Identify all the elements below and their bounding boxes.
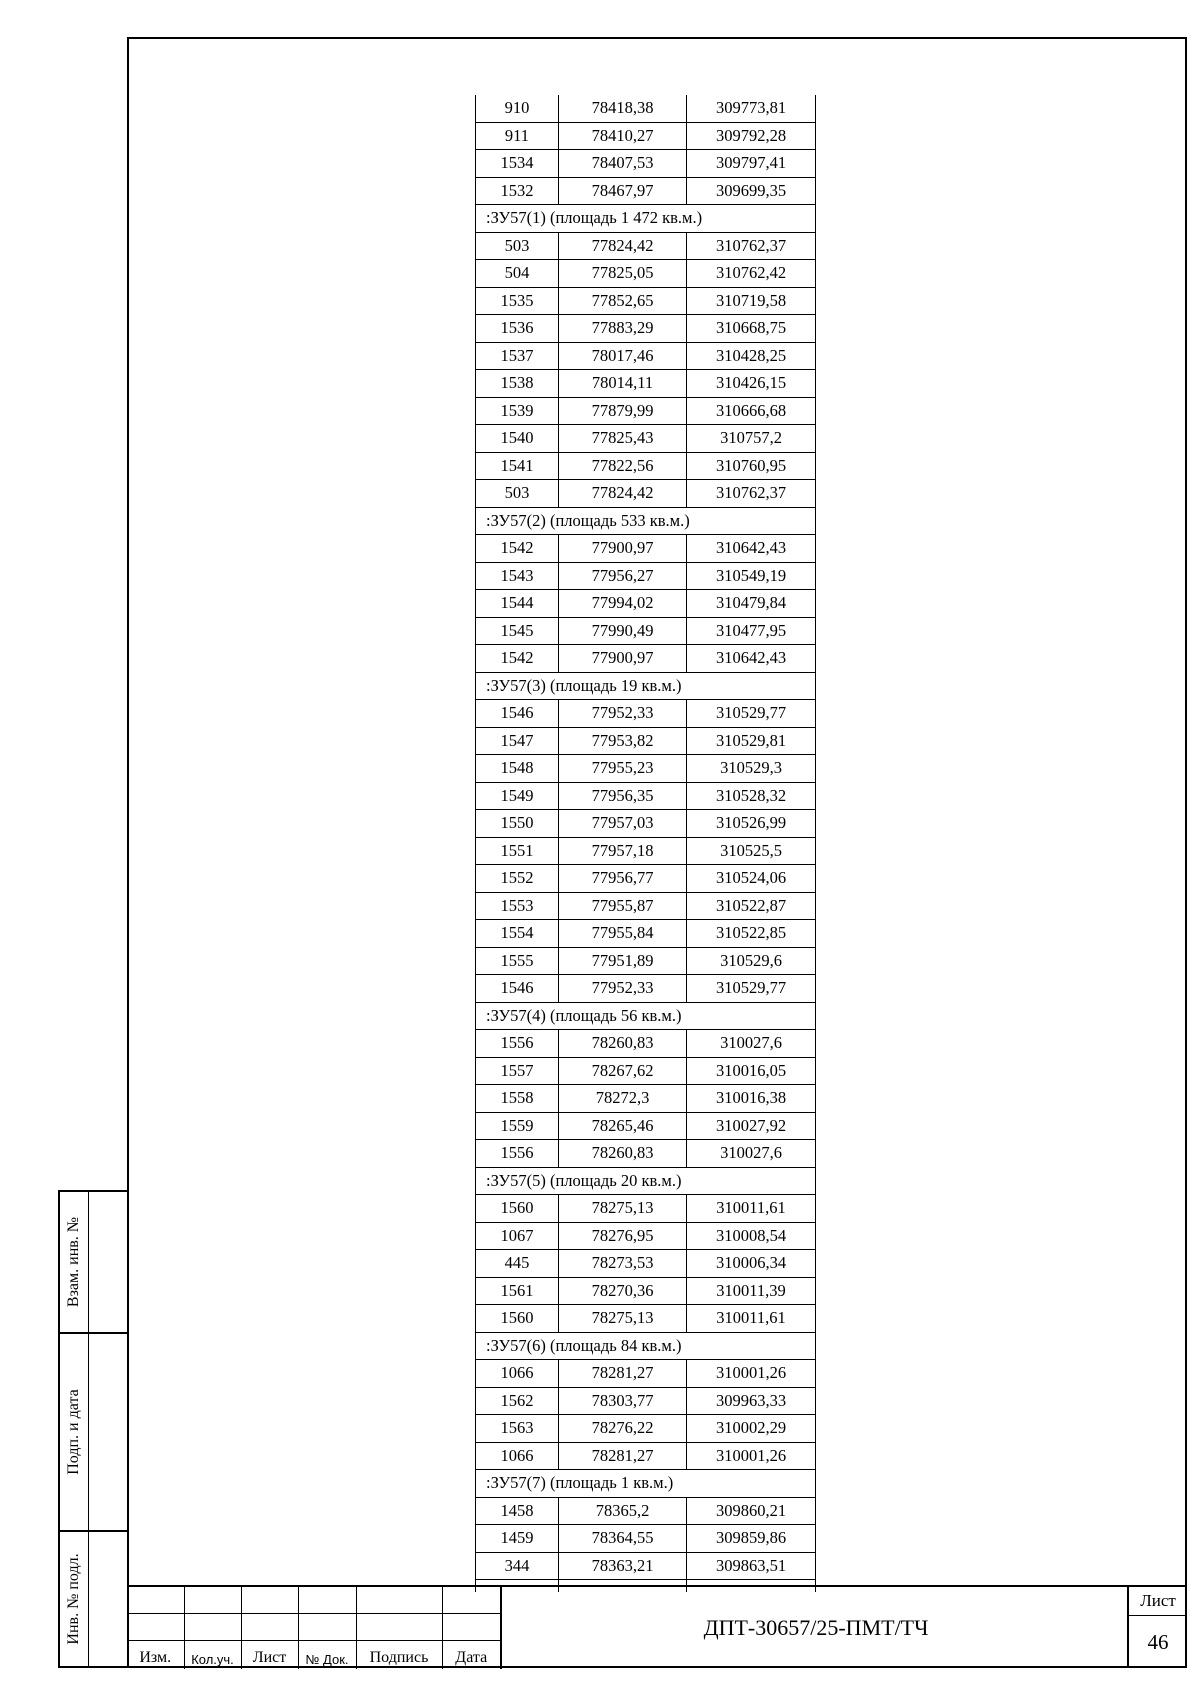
table-row [476,535,816,563]
point-number: 1559 [476,1112,559,1140]
table-row [476,1112,816,1140]
table-row [476,617,816,645]
coord-x: 77953,82 [559,727,687,755]
point-number: 1544 [476,590,559,618]
coord-x: 78418,38 [559,95,687,122]
point-number: 1555 [476,947,559,975]
table-row [476,425,816,453]
point-number: 910 [476,95,559,122]
coordinates-table [475,95,816,1592]
point-number: 1553 [476,892,559,920]
section-row [476,1470,816,1498]
point-number: 1538 [476,370,559,398]
table-row [476,975,816,1003]
table-row [476,1497,816,1525]
coord-x: 77900,97 [559,535,687,563]
coord-y: 310006,34 [687,1250,816,1278]
point-number: 1551 [476,837,559,865]
table-row [476,1030,816,1058]
point-number: 911 [476,122,559,150]
table-row [476,727,816,755]
coord-x: 77952,33 [559,700,687,728]
coord-x: 78363,21 [559,1552,687,1580]
table-row [476,892,816,920]
coord-x: 78014,11 [559,370,687,398]
table-row [476,947,816,975]
coord-y: 310524,06 [687,865,816,893]
coord-y: 309699,35 [687,177,816,205]
section-label: :ЗУ57(1) (площадь 1 472 кв.м.) [476,205,816,233]
coord-x: 77956,77 [559,865,687,893]
point-number: 1546 [476,700,559,728]
coord-y: 310529,3 [687,755,816,783]
coord-y: 310668,75 [687,315,816,343]
table-row [476,122,816,150]
stamp-inv-orig-label: Инв. № подл. [65,1553,82,1645]
point-number: 1545 [476,617,559,645]
point-number: 1537 [476,342,559,370]
coord-y: 310525,5 [687,837,816,865]
point-number: 344 [476,1552,559,1580]
stamp-sign-date-label: Подп. и дата [65,1389,82,1475]
coord-y: 310528,32 [687,782,816,810]
point-number: 445 [476,1250,559,1278]
table-row [476,1525,816,1553]
point-number: 1557 [476,1057,559,1085]
table-row [476,1442,816,1470]
section-row [476,672,816,700]
table-row [476,562,816,590]
coord-x: 78265,46 [559,1112,687,1140]
coord-x: 78365,2 [559,1497,687,1525]
sheet-box [1127,1587,1187,1668]
table-row [476,1305,816,1333]
table-row [476,1085,816,1113]
point-number: 1543 [476,562,559,590]
coord-y: 310428,25 [687,342,816,370]
coord-y: 310642,43 [687,645,816,673]
point-number: 1067 [476,1222,559,1250]
section-label: :ЗУ57(3) (площадь 19 кв.м.) [476,672,816,700]
point-number: 1458 [476,1497,559,1525]
coord-y: 310479,84 [687,590,816,618]
coord-y: 310001,26 [687,1360,816,1388]
coord-y: 310011,61 [687,1305,816,1333]
coord-y: 310762,37 [687,232,816,260]
coord-x: 77824,42 [559,480,687,508]
document-code: ДПТ-30657/25-ПМТ/ТЧ [703,1614,929,1640]
coord-x: 77879,99 [559,397,687,425]
point-number: 1541 [476,452,559,480]
table-row [476,397,816,425]
point-number: 1563 [476,1415,559,1443]
coord-y: 310529,77 [687,700,816,728]
coord-y: 309963,33 [687,1387,816,1415]
coord-x: 77990,49 [559,617,687,645]
table-row [476,837,816,865]
coord-y: 310426,15 [687,370,816,398]
table-row [476,590,816,618]
section-label: :ЗУ57(4) (площадь 56 кв.м.) [476,1002,816,1030]
coord-x: 77900,97 [559,645,687,673]
coord-y: 310762,42 [687,260,816,288]
section-label: :ЗУ57(5) (площадь 20 кв.м.) [476,1167,816,1195]
table-row [476,480,816,508]
table-row [476,1250,816,1278]
point-number: 1560 [476,1305,559,1333]
section-row [476,1002,816,1030]
coord-x: 78273,53 [559,1250,687,1278]
col-izm: Изм. [127,1641,184,1670]
point-number: 1561 [476,1277,559,1305]
coord-y: 310529,77 [687,975,816,1003]
coord-x: 77825,43 [559,425,687,453]
coord-y: 310526,99 [687,810,816,838]
point-number: 1534 [476,150,559,178]
point-number: 1066 [476,1442,559,1470]
table-row [476,1360,816,1388]
coord-y: 310762,37 [687,480,816,508]
coord-x: 77994,02 [559,590,687,618]
coord-y: 310757,2 [687,425,816,453]
coord-x: 78303,77 [559,1387,687,1415]
stamp-replace-inv-label: Взам. инв. № [65,1216,82,1308]
coord-x: 78272,3 [559,1085,687,1113]
coord-y: 310011,39 [687,1277,816,1305]
point-number: 1554 [476,920,559,948]
table-row [476,287,816,315]
coord-y: 309860,21 [687,1497,816,1525]
point-number: 503 [476,232,559,260]
table-row [476,865,816,893]
table-row [476,1222,816,1250]
point-number: 1547 [476,727,559,755]
coord-x: 77824,42 [559,232,687,260]
section-row [476,1332,816,1360]
section-row [476,205,816,233]
point-number: 1562 [476,1387,559,1415]
title-block [127,1585,1187,1668]
coord-y: 310008,54 [687,1222,816,1250]
coord-y: 310719,58 [687,287,816,315]
coord-x: 78017,46 [559,342,687,370]
table-row [476,1057,816,1085]
point-number: 1535 [476,287,559,315]
point-number: 1556 [476,1030,559,1058]
sheet-number: 46 [1147,1629,1169,1654]
coord-x: 77951,89 [559,947,687,975]
coord-x: 78275,13 [559,1195,687,1223]
table-row [476,1277,816,1305]
coord-x: 78281,27 [559,1442,687,1470]
table-row [476,342,816,370]
point-number: 1066 [476,1360,559,1388]
point-number: 1550 [476,810,559,838]
coord-x: 77852,65 [559,287,687,315]
table-row [476,177,816,205]
table-row [476,1195,816,1223]
coord-x: 78364,55 [559,1525,687,1553]
table-row [476,1415,816,1443]
coord-y: 310529,81 [687,727,816,755]
coord-y: 310760,95 [687,452,816,480]
coord-y: 309773,81 [687,95,816,122]
point-number: 1549 [476,782,559,810]
coord-x: 78276,95 [559,1222,687,1250]
point-number: 1556 [476,1140,559,1168]
coord-x: 77883,29 [559,315,687,343]
point-number: 1539 [476,397,559,425]
coord-x: 78407,53 [559,150,687,178]
table-row [476,1552,816,1580]
coord-x: 77955,87 [559,892,687,920]
coord-y: 310016,38 [687,1085,816,1113]
coord-x: 78260,83 [559,1030,687,1058]
coord-x: 77952,33 [559,975,687,1003]
section-label: :ЗУ57(2) (площадь 533 кв.м.) [476,507,816,535]
coord-x: 78267,62 [559,1057,687,1085]
coord-y: 309797,41 [687,150,816,178]
point-number: 1540 [476,425,559,453]
coord-y: 310001,26 [687,1442,816,1470]
table-row [476,1387,816,1415]
coord-y: 310549,19 [687,562,816,590]
section-row [476,1167,816,1195]
table-row [476,232,816,260]
coord-x: 78410,27 [559,122,687,150]
coord-x: 77957,18 [559,837,687,865]
coord-x: 77825,05 [559,260,687,288]
coord-y: 309859,86 [687,1525,816,1553]
point-number: 1542 [476,535,559,563]
coord-x: 77822,56 [559,452,687,480]
stamp-replace-inv [58,1190,127,1334]
coord-x: 77955,23 [559,755,687,783]
col-kol-uch: Кол.уч. [184,1641,241,1670]
coord-y: 310027,6 [687,1030,816,1058]
coord-y: 310666,68 [687,397,816,425]
coord-y: 309792,28 [687,122,816,150]
point-number: 503 [476,480,559,508]
point-number: 1536 [476,315,559,343]
table-row [476,645,816,673]
table-row [476,782,816,810]
col-doc-no: № Док. [298,1641,356,1670]
coord-x: 77956,35 [559,782,687,810]
coord-y: 310016,05 [687,1057,816,1085]
coord-x: 78275,13 [559,1305,687,1333]
sheet-label: Лист [1129,1587,1187,1616]
coord-x: 78281,27 [559,1360,687,1388]
section-label: :ЗУ57(7) (площадь 1 кв.м.) [476,1470,816,1498]
col-list: Лист [241,1641,298,1670]
point-number: 504 [476,260,559,288]
table-row [476,755,816,783]
point-number: 1560 [476,1195,559,1223]
point-number: 1552 [476,865,559,893]
coord-y: 310522,85 [687,920,816,948]
point-number: 1546 [476,975,559,1003]
point-number: 1459 [476,1525,559,1553]
table-row [476,260,816,288]
coord-y: 310027,6 [687,1140,816,1168]
section-label: :ЗУ57(6) (площадь 84 кв.м.) [476,1332,816,1360]
col-signature: Подпись [356,1641,442,1670]
coord-y: 310011,61 [687,1195,816,1223]
table-row [476,700,816,728]
coord-x: 78276,22 [559,1415,687,1443]
revision-grid [127,1587,502,1669]
coord-y: 310002,29 [687,1415,816,1443]
point-number: 1548 [476,755,559,783]
stamp-sign-date [58,1332,127,1532]
coord-y: 310642,43 [687,535,816,563]
coord-x: 78467,97 [559,177,687,205]
coord-x: 77955,84 [559,920,687,948]
coord-x: 77957,03 [559,810,687,838]
table-row [476,370,816,398]
table-row [476,315,816,343]
coord-y: 310522,87 [687,892,816,920]
table-row [476,1140,816,1168]
coord-y: 310529,6 [687,947,816,975]
coord-x: 78260,83 [559,1140,687,1168]
table-row [476,920,816,948]
table-row [476,95,816,122]
coord-y: 310027,92 [687,1112,816,1140]
coord-x: 77956,27 [559,562,687,590]
point-number: 1542 [476,645,559,673]
table-row [476,150,816,178]
coord-y: 310477,95 [687,617,816,645]
point-number: 1558 [476,1085,559,1113]
table-row [476,452,816,480]
stamp-inv-orig [58,1530,127,1668]
col-date: Дата [442,1641,501,1670]
coord-y: 309863,51 [687,1552,816,1580]
point-number: 1532 [476,177,559,205]
table-row [476,810,816,838]
section-row [476,507,816,535]
coord-x: 78270,36 [559,1277,687,1305]
